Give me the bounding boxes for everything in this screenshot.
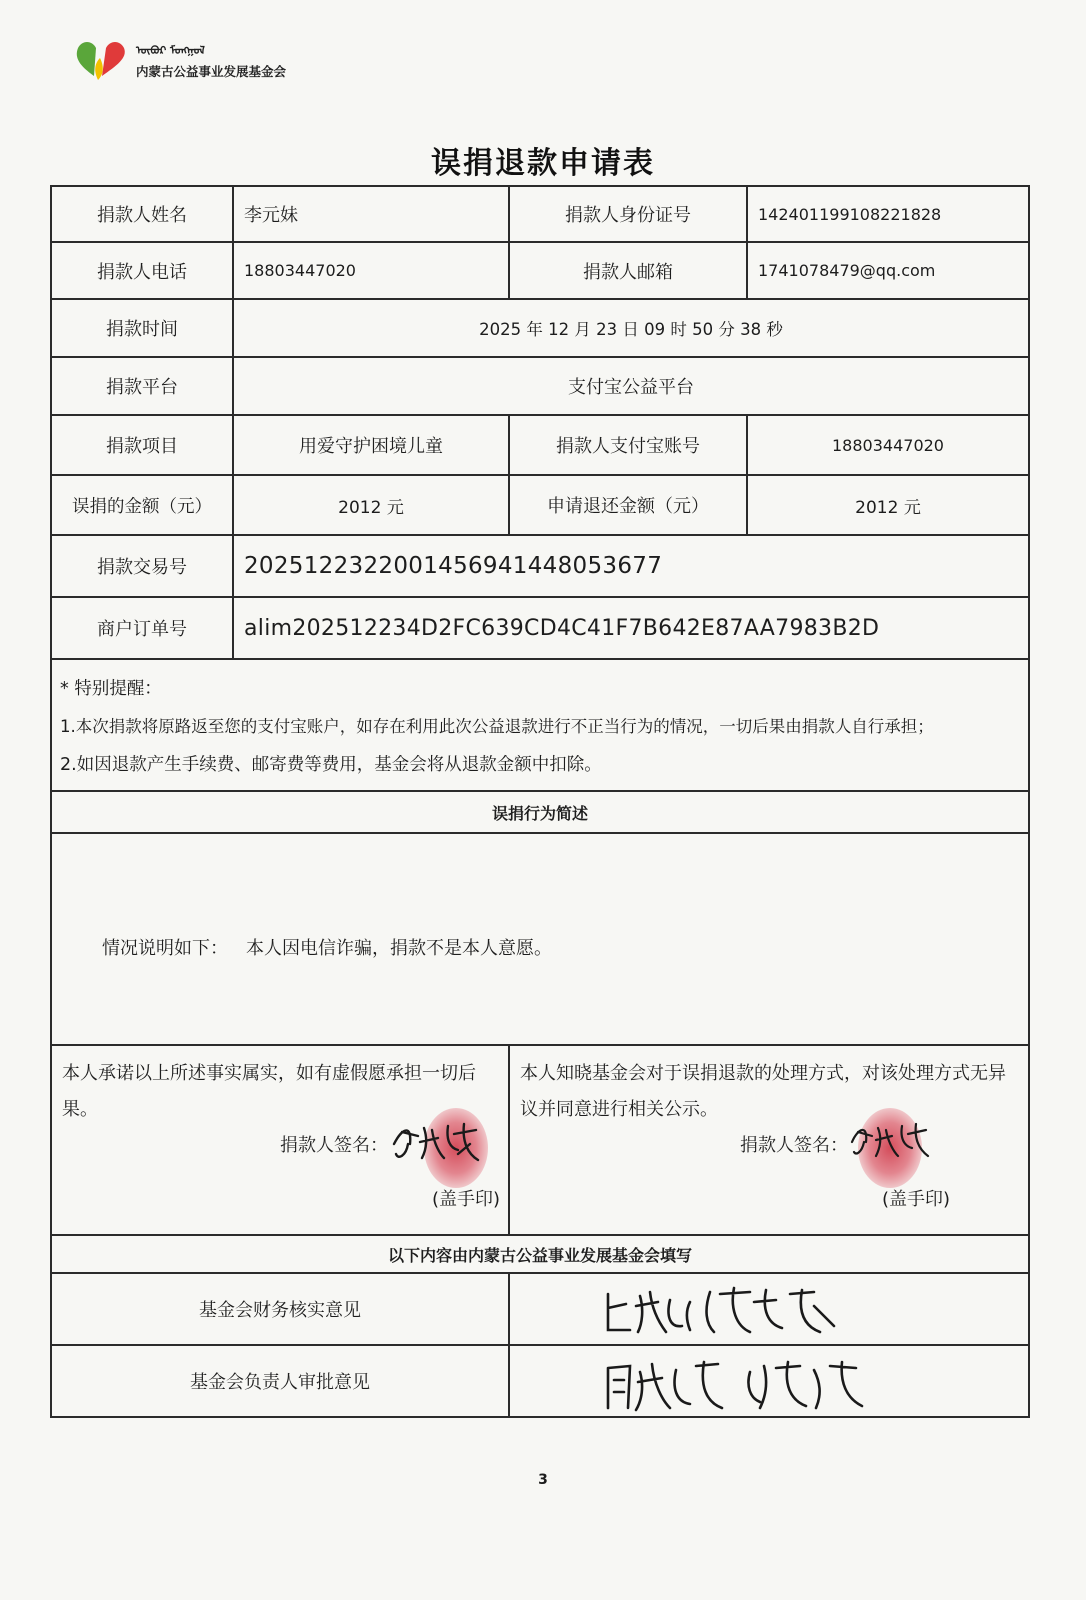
page-number: 3: [538, 1472, 548, 1488]
transaction-number-value: 2025122322001456941448053677: [233, 535, 1029, 597]
donor-name-value: 李元妹: [233, 186, 509, 242]
table-row: [51, 299, 1029, 357]
signature-label-right: 捐款人签名：: [740, 1135, 848, 1156]
platform-label: 捐款平台: [51, 357, 233, 415]
notice-item-2: 2.如因退款产生手续费、邮寄费等费用，基金会将从退款金额中扣除。: [60, 755, 602, 775]
refund-amount-value: 2012 元: [747, 475, 1029, 535]
id-number-value: 142401199108221828: [747, 186, 1029, 242]
special-notice: [51, 659, 1029, 791]
platform-value: 支付宝公益平台: [233, 357, 1029, 415]
commitment-left-text: 本人承诺以上所述事实属实，如有虚假愿承担一切后果。: [62, 1063, 476, 1120]
mistaken-amount-value: 2012 元: [233, 475, 509, 535]
order-number-value: alim202512234D2FC639CD4C41F7B642E87AA7983B2D: [233, 597, 1029, 659]
handwritten-signature-icon: [388, 1114, 484, 1166]
page-title: 误捐退款申请表: [431, 146, 655, 181]
logo-org-name: 内蒙古公益事业发展基金会: [136, 63, 287, 79]
description-text: 本人因电信诈骗，捐款不是本人意愿。: [246, 938, 552, 959]
foundation-logo: [72, 36, 286, 82]
approval-handwritten-opinion-icon: [600, 1352, 880, 1416]
table-row: [51, 1273, 1029, 1345]
table-row: [51, 1345, 1029, 1417]
order-number-label: 商户订单号: [51, 597, 233, 659]
alipay-account-value: 18803447020: [747, 415, 1029, 475]
table-row: [51, 1235, 1029, 1273]
phone-label: 捐款人电话: [51, 242, 233, 299]
alipay-account-label: 捐款人支付宝账号: [509, 415, 747, 475]
table-row: [51, 597, 1029, 659]
table-row: [51, 186, 1029, 242]
behavior-heading: 误捐行为简述: [51, 791, 1029, 833]
finance-opinion-value: [509, 1273, 1029, 1345]
approval-opinion-value: [509, 1345, 1029, 1417]
donation-time-value: 2025 年 12 月 23 日 09 时 50 分 38 秒: [233, 299, 1029, 357]
project-label: 捐款项目: [51, 415, 233, 475]
table-row: [51, 659, 1029, 791]
transaction-number-label: 捐款交易号: [51, 535, 233, 597]
table-row: [51, 1045, 1029, 1235]
table-row: [51, 535, 1029, 597]
refund-form-table: [50, 185, 1030, 1418]
approval-opinion-label: 基金会负责人审批意见: [51, 1345, 509, 1417]
phone-value: 18803447020: [233, 242, 509, 299]
finance-opinion-label: 基金会财务核实意见: [51, 1273, 509, 1345]
table-row: [51, 242, 1029, 299]
logo-mongolian-text: ᠦᠪᠦᠷ ᠮᠣᠩᠭᠣᠯ: [136, 43, 205, 57]
foundation-heading: 以下内容由内蒙古公益事业发展基金会填写: [51, 1235, 1029, 1273]
table-row: [51, 415, 1029, 475]
notice-heading: * 特别提醒：: [60, 679, 162, 699]
mistaken-amount-label: 误捐的金额（元）: [51, 475, 233, 535]
table-row: [51, 357, 1029, 415]
table-row: [51, 791, 1029, 833]
description-prefix: 情况说明如下：: [102, 938, 228, 959]
behavior-description: [51, 833, 1029, 1045]
heart-logo-icon: [72, 36, 130, 82]
notice-item-1: 1.本次捐款将原路返至您的支付宝账户，如存在利用此次公益退款进行不正当行为的情况，一切后果由捐款人自行承担；: [60, 717, 934, 736]
project-value: 用爱守护困境儿童: [233, 415, 509, 475]
table-row: [51, 833, 1029, 1045]
refund-amount-label: 申请退还金额（元）: [509, 475, 747, 535]
email-value: 1741078479@qq.com: [747, 242, 1029, 299]
id-number-label: 捐款人身份证号: [509, 186, 747, 242]
seal-label: (盖手印): [432, 1189, 501, 1210]
handwritten-signature-icon-right: [846, 1114, 932, 1164]
donation-time-label: 捐款时间: [51, 299, 233, 357]
table-row: [51, 475, 1029, 535]
seal-label-right: (盖手印): [882, 1189, 951, 1210]
signature-label: 捐款人签名：: [280, 1135, 388, 1156]
commitment-left-cell: [51, 1045, 509, 1235]
commitment-right-text: 本人知晓基金会对于误捐退款的处理方式，对该处理方式无异议并同意进行相关公示。: [520, 1063, 1006, 1120]
donor-name-label: 捐款人姓名: [51, 186, 233, 242]
finance-handwritten-opinion-icon: [600, 1280, 860, 1340]
email-label: 捐款人邮箱: [509, 242, 747, 299]
commitment-right-cell: [509, 1045, 1029, 1235]
